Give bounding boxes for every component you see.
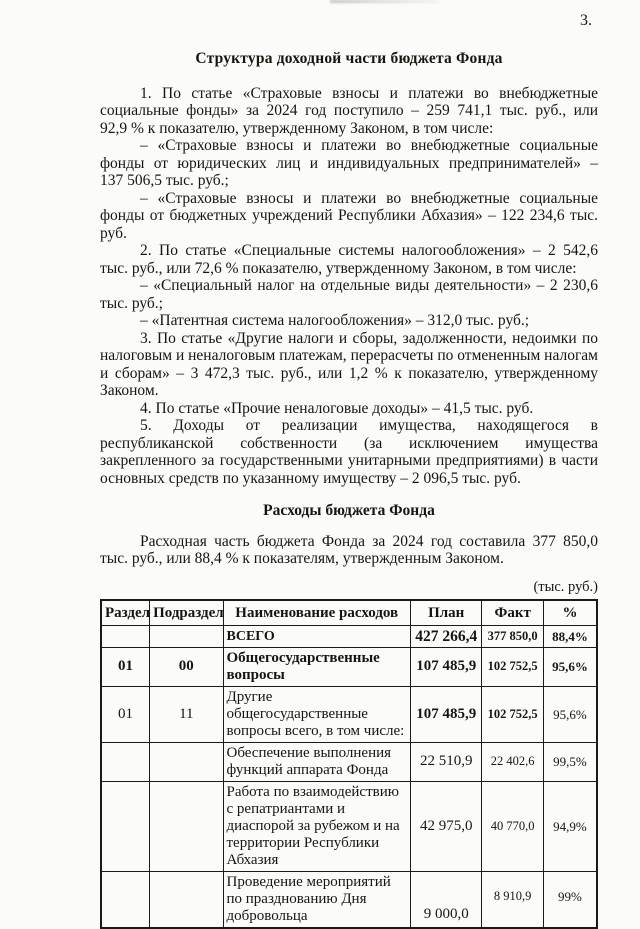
expense-section-intro: [100, 533, 598, 568]
cell-razdel: [101, 743, 150, 782]
table-header-row: [101, 600, 597, 625]
table-row: [101, 625, 597, 648]
income-paragraph: 5. Доходы от реализации имущества, находящегося в республиканской собственности (за исключением имущества закрепленного за государственными унитарными предприятиями) в части основных средств по указанному имуществу – 2 096,5 тыс. руб.: [100, 417, 598, 487]
header-percent: %: [543, 600, 597, 625]
income-paragraph: 1. По статье «Страховые взносы и платежи во внебюджетные социальные фонды» за 2024 год поступило – 259 741,1 тыс. руб., или 92,9 % к показателю, утвержденному Законом, в том числе:: [100, 84, 598, 137]
cell-name: Проведение мероприятий по празднованию Дня добровольца: [223, 872, 410, 929]
cell-podrazdel: [150, 872, 223, 929]
cell-fact: 377 850,0: [482, 625, 544, 648]
cell-razdel: 01: [101, 648, 150, 687]
cell-percent: 95,6%: [543, 648, 597, 687]
cell-razdel: 01: [101, 687, 150, 743]
income-section-body: [100, 85, 598, 488]
cell-razdel: [101, 625, 150, 648]
header-podrazdel: Подраздел: [150, 600, 223, 625]
cell-fact: 102 752,5: [482, 687, 544, 743]
table-unit-note: (тыс. руб.): [533, 578, 598, 595]
expense-table: [100, 599, 598, 929]
table-row: [101, 872, 597, 929]
cell-podrazdel: 11: [150, 687, 223, 743]
table-row: [101, 743, 597, 782]
income-paragraph: 3. По статье «Другие налоги и сборы, задолженности, недоимки по налоговым и неналоговым платежам, перерасчеты по отмененным налогам и сборам» – 3 472,3 тыс. руб., или 1,2 % к показателю, утвержденному Законом.: [100, 329, 598, 399]
cell-percent: 88,4%: [543, 625, 597, 648]
cell-plan: 9 000,0: [410, 872, 481, 929]
cell-percent: 99,5%: [543, 743, 597, 782]
cell-razdel: [101, 872, 150, 929]
cell-name: Обеспечение выполнения функций аппарата Фонда: [223, 743, 410, 782]
cell-podrazdel: [150, 625, 223, 648]
income-paragraph: – «Страховые взносы и платежи во внебюджетные социальные фонды от юридических лиц и индивидуальных предпринимателей» – 137 506,5 тыс. руб.;: [100, 137, 598, 189]
header-name: Наименование расходов: [223, 600, 410, 625]
header-plan: План: [410, 600, 481, 625]
cell-fact: 102 752,5: [482, 648, 544, 687]
cell-fact: 40 770,0: [482, 782, 544, 872]
header-razdel: Раздел: [101, 600, 150, 625]
cell-fact: 8 910,9: [482, 872, 544, 929]
cell-podrazdel: [150, 743, 223, 782]
cell-podrazdel: 00: [150, 648, 223, 687]
cell-plan: 42 975,0: [410, 782, 481, 872]
expense-section-title: Расходы бюджета Фонда: [263, 502, 435, 519]
cell-plan: 427 266,4: [410, 625, 481, 648]
income-paragraph: 2. По статье «Специальные системы налогообложения» – 2 542,6 тыс. руб., или 72,6 % показателю, утвержденному Законом, в том числе:: [100, 242, 598, 277]
cell-plan: 107 485,9: [410, 687, 481, 743]
income-paragraph: – «Специальный налог на отдельные виды деятельности» – 2 230,6 тыс. руб.;: [100, 277, 598, 312]
scan-artifact: [330, 0, 440, 3]
header-fact: Факт: [482, 600, 544, 625]
cell-percent: 95,6%: [543, 687, 597, 743]
page-number: 3.: [580, 12, 592, 29]
cell-name: Другие общегосударственные вопросы всего, в том числе:: [223, 687, 410, 743]
income-section-title: Структура доходной части бюджета Фонда: [195, 50, 503, 67]
cell-percent: 99%: [543, 872, 597, 929]
cell-podrazdel: [150, 782, 223, 872]
table-row: [101, 648, 597, 687]
expense-intro-paragraph: Расходная часть бюджета Фонда за 2024 год составила 377 850,0 тыс. руб., или 88,4 % к показателям, утвержденным Законом.: [100, 532, 598, 567]
cell-plan: 22 510,9: [410, 743, 481, 782]
income-paragraph: – «Патентная система налогообложения» – 312,0 тыс. руб.;: [140, 312, 530, 329]
table-row: [101, 782, 597, 872]
cell-name: ВСЕГО: [223, 625, 410, 648]
cell-name: Работа по взаимодействию с репатриантами и диаспорой за рубежом и на территории Республики Абхазия: [223, 782, 410, 872]
cell-percent: 94,9%: [543, 782, 597, 872]
cell-fact: 22 402,6: [482, 743, 544, 782]
table-row: [101, 687, 597, 743]
income-paragraph: 4. По статье «Прочие неналоговые доходы» – 41,5 тыс. руб.: [140, 399, 534, 417]
cell-plan: 107 485,9: [410, 648, 481, 687]
cell-razdel: [101, 782, 150, 872]
cell-name: Общегосударственные вопросы: [223, 648, 410, 687]
income-paragraph: – «Страховые взносы и платежи во внебюджетные социальные фонды от бюджетных учреждений Республики Абхазия» – 122 234,6 тыс. руб.: [100, 189, 598, 242]
